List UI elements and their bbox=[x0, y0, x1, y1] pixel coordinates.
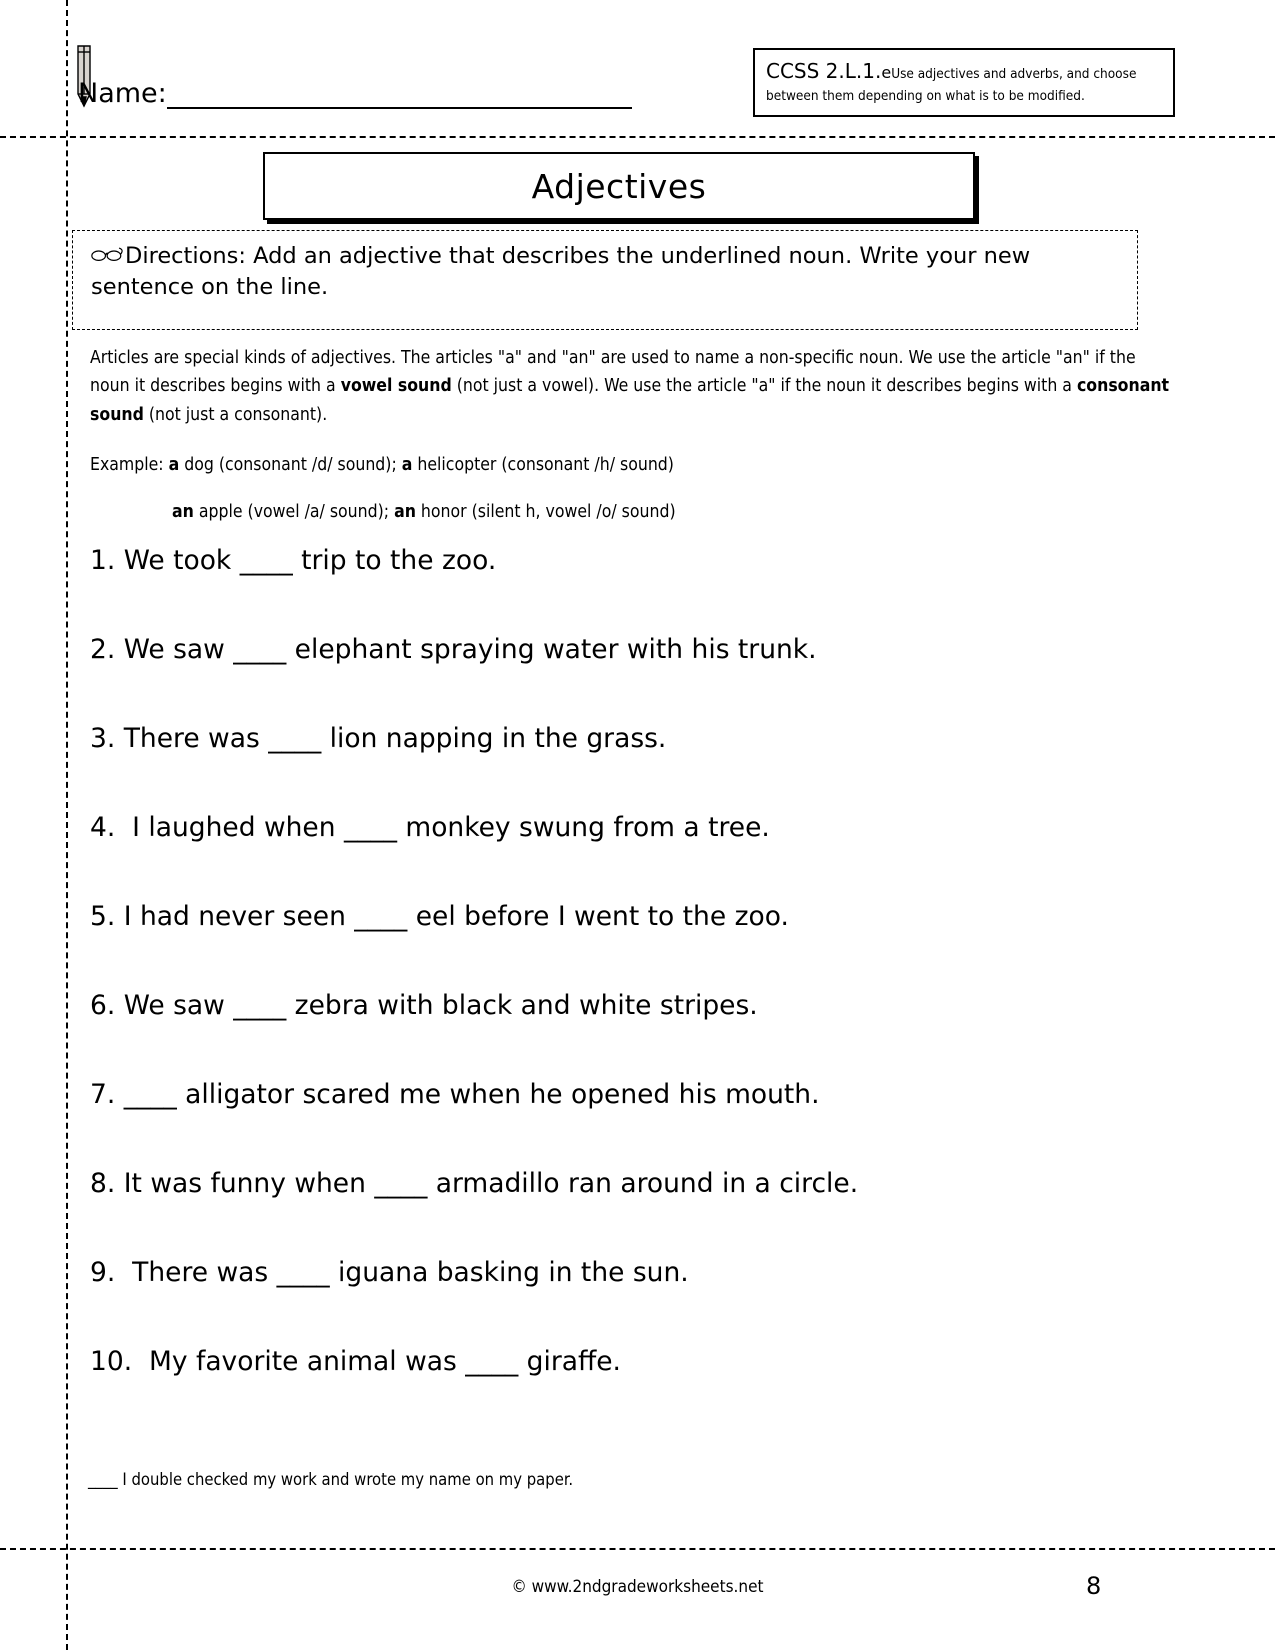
question-item bbox=[90, 812, 1180, 901]
question-item bbox=[90, 723, 1180, 812]
question-number: 8. bbox=[90, 1168, 116, 1199]
name-field-row bbox=[78, 78, 632, 109]
directions-box bbox=[72, 230, 1138, 330]
question-text: My favorite animal was ____ giraffe. bbox=[140, 1346, 621, 1377]
example-line-2 bbox=[172, 502, 676, 522]
bottom-margin-dashed-line bbox=[0, 1548, 1275, 1550]
standard-description: Use adjectives and adverbs, and choose between them depending on what is to be modified. bbox=[766, 66, 1137, 104]
question-text: I had never seen ____ eel before I went to the zoo. bbox=[123, 901, 789, 932]
page-title: Adjectives bbox=[531, 166, 707, 206]
question-item bbox=[90, 901, 1180, 990]
left-margin-dashed-line bbox=[66, 0, 68, 1650]
question-item bbox=[90, 990, 1180, 1079]
explanation-part-3: (not just a consonant). bbox=[143, 404, 328, 425]
question-item bbox=[90, 1257, 1180, 1346]
question-number: 4. bbox=[90, 812, 116, 843]
question-item bbox=[90, 1168, 1180, 1257]
article-explanation bbox=[90, 344, 1170, 429]
question-number: 9. bbox=[90, 1257, 116, 1288]
example-article-a: a bbox=[168, 455, 180, 475]
glasses-icon bbox=[91, 246, 125, 262]
top-margin-dashed-line bbox=[0, 136, 1275, 138]
name-input-blank[interactable] bbox=[167, 81, 632, 109]
footer-credit: © www.2ndgradeworksheets.net bbox=[511, 1577, 764, 1597]
explanation-bold-vowel-sound: vowel sound bbox=[340, 376, 452, 397]
explanation-part-2: (not just a vowel). We use the article "a" if the noun it describes begins with a bbox=[451, 376, 1077, 397]
example-article-an-2: an bbox=[394, 502, 416, 522]
directions-label: Directions: bbox=[125, 243, 246, 269]
question-number: 1. bbox=[90, 545, 116, 576]
question-text: There was ____ iguana basking in the sun. bbox=[123, 1257, 689, 1288]
question-item bbox=[90, 1346, 1180, 1435]
question-text: We saw ____ zebra with black and white stripes. bbox=[123, 990, 758, 1021]
question-number: 3. bbox=[90, 723, 116, 754]
question-number: 5. bbox=[90, 901, 116, 932]
questions-list bbox=[90, 545, 1180, 1435]
example-line-2-text-b: honor (silent h, vowel /o/ sound) bbox=[415, 502, 676, 522]
question-text: We took ____ trip to the zoo. bbox=[123, 545, 497, 576]
question-text: It was funny when ____ armadillo ran around in a circle. bbox=[123, 1168, 859, 1199]
explanation-bold-consonant-sound: consonant sound bbox=[90, 376, 1170, 425]
question-item bbox=[90, 634, 1180, 723]
question-text: ____ alligator scared me when he opened his mouth. bbox=[123, 1079, 820, 1110]
standard-box bbox=[753, 48, 1175, 117]
example-label: Example: bbox=[90, 455, 169, 475]
question-number: 7. bbox=[90, 1079, 116, 1110]
example-article-a-2: a bbox=[401, 455, 413, 475]
example-line-1-text-b: helicopter (consonant /h/ sound) bbox=[412, 455, 674, 475]
question-text: There was ____ lion napping in the grass. bbox=[123, 723, 667, 754]
page-number: 8 bbox=[1086, 1572, 1102, 1600]
question-text: We saw ____ elephant spraying water with his trunk. bbox=[123, 634, 817, 665]
standard-code-text: CCSS 2.L.1. bbox=[766, 59, 882, 83]
self-check-line[interactable]: ____ I double checked my work and wrote my name on my paper. bbox=[88, 1470, 574, 1489]
example-line-1-text-a: dog (consonant /d/ sound); bbox=[179, 455, 402, 475]
example-line-2-text-a: apple (vowel /a/ sound); bbox=[193, 502, 395, 522]
example-line-1 bbox=[90, 455, 674, 475]
question-number: 10. bbox=[90, 1346, 133, 1377]
example-article-an: an bbox=[172, 502, 194, 522]
standard-code-suffix: e bbox=[881, 63, 892, 82]
name-label: Name: bbox=[78, 78, 167, 109]
question-item bbox=[90, 545, 1180, 634]
question-item bbox=[90, 1079, 1180, 1168]
directions-text-wrapper bbox=[91, 241, 1125, 303]
directions-text: Add an adjective that describes the underlined noun. Write your new sentence on the line. bbox=[91, 243, 1031, 300]
question-text: I laughed when ____ monkey swung from a tree. bbox=[123, 812, 770, 843]
question-number: 2. bbox=[90, 634, 116, 665]
worksheet-title-box bbox=[263, 152, 975, 220]
standard-code bbox=[766, 59, 891, 83]
question-number: 6. bbox=[90, 990, 116, 1021]
explanation-part-1: Articles are special kinds of adjectives. The articles "a" and "an" are used to name a non-specific noun. We use the article "an" if the noun it describes begins with a bbox=[90, 348, 1136, 397]
